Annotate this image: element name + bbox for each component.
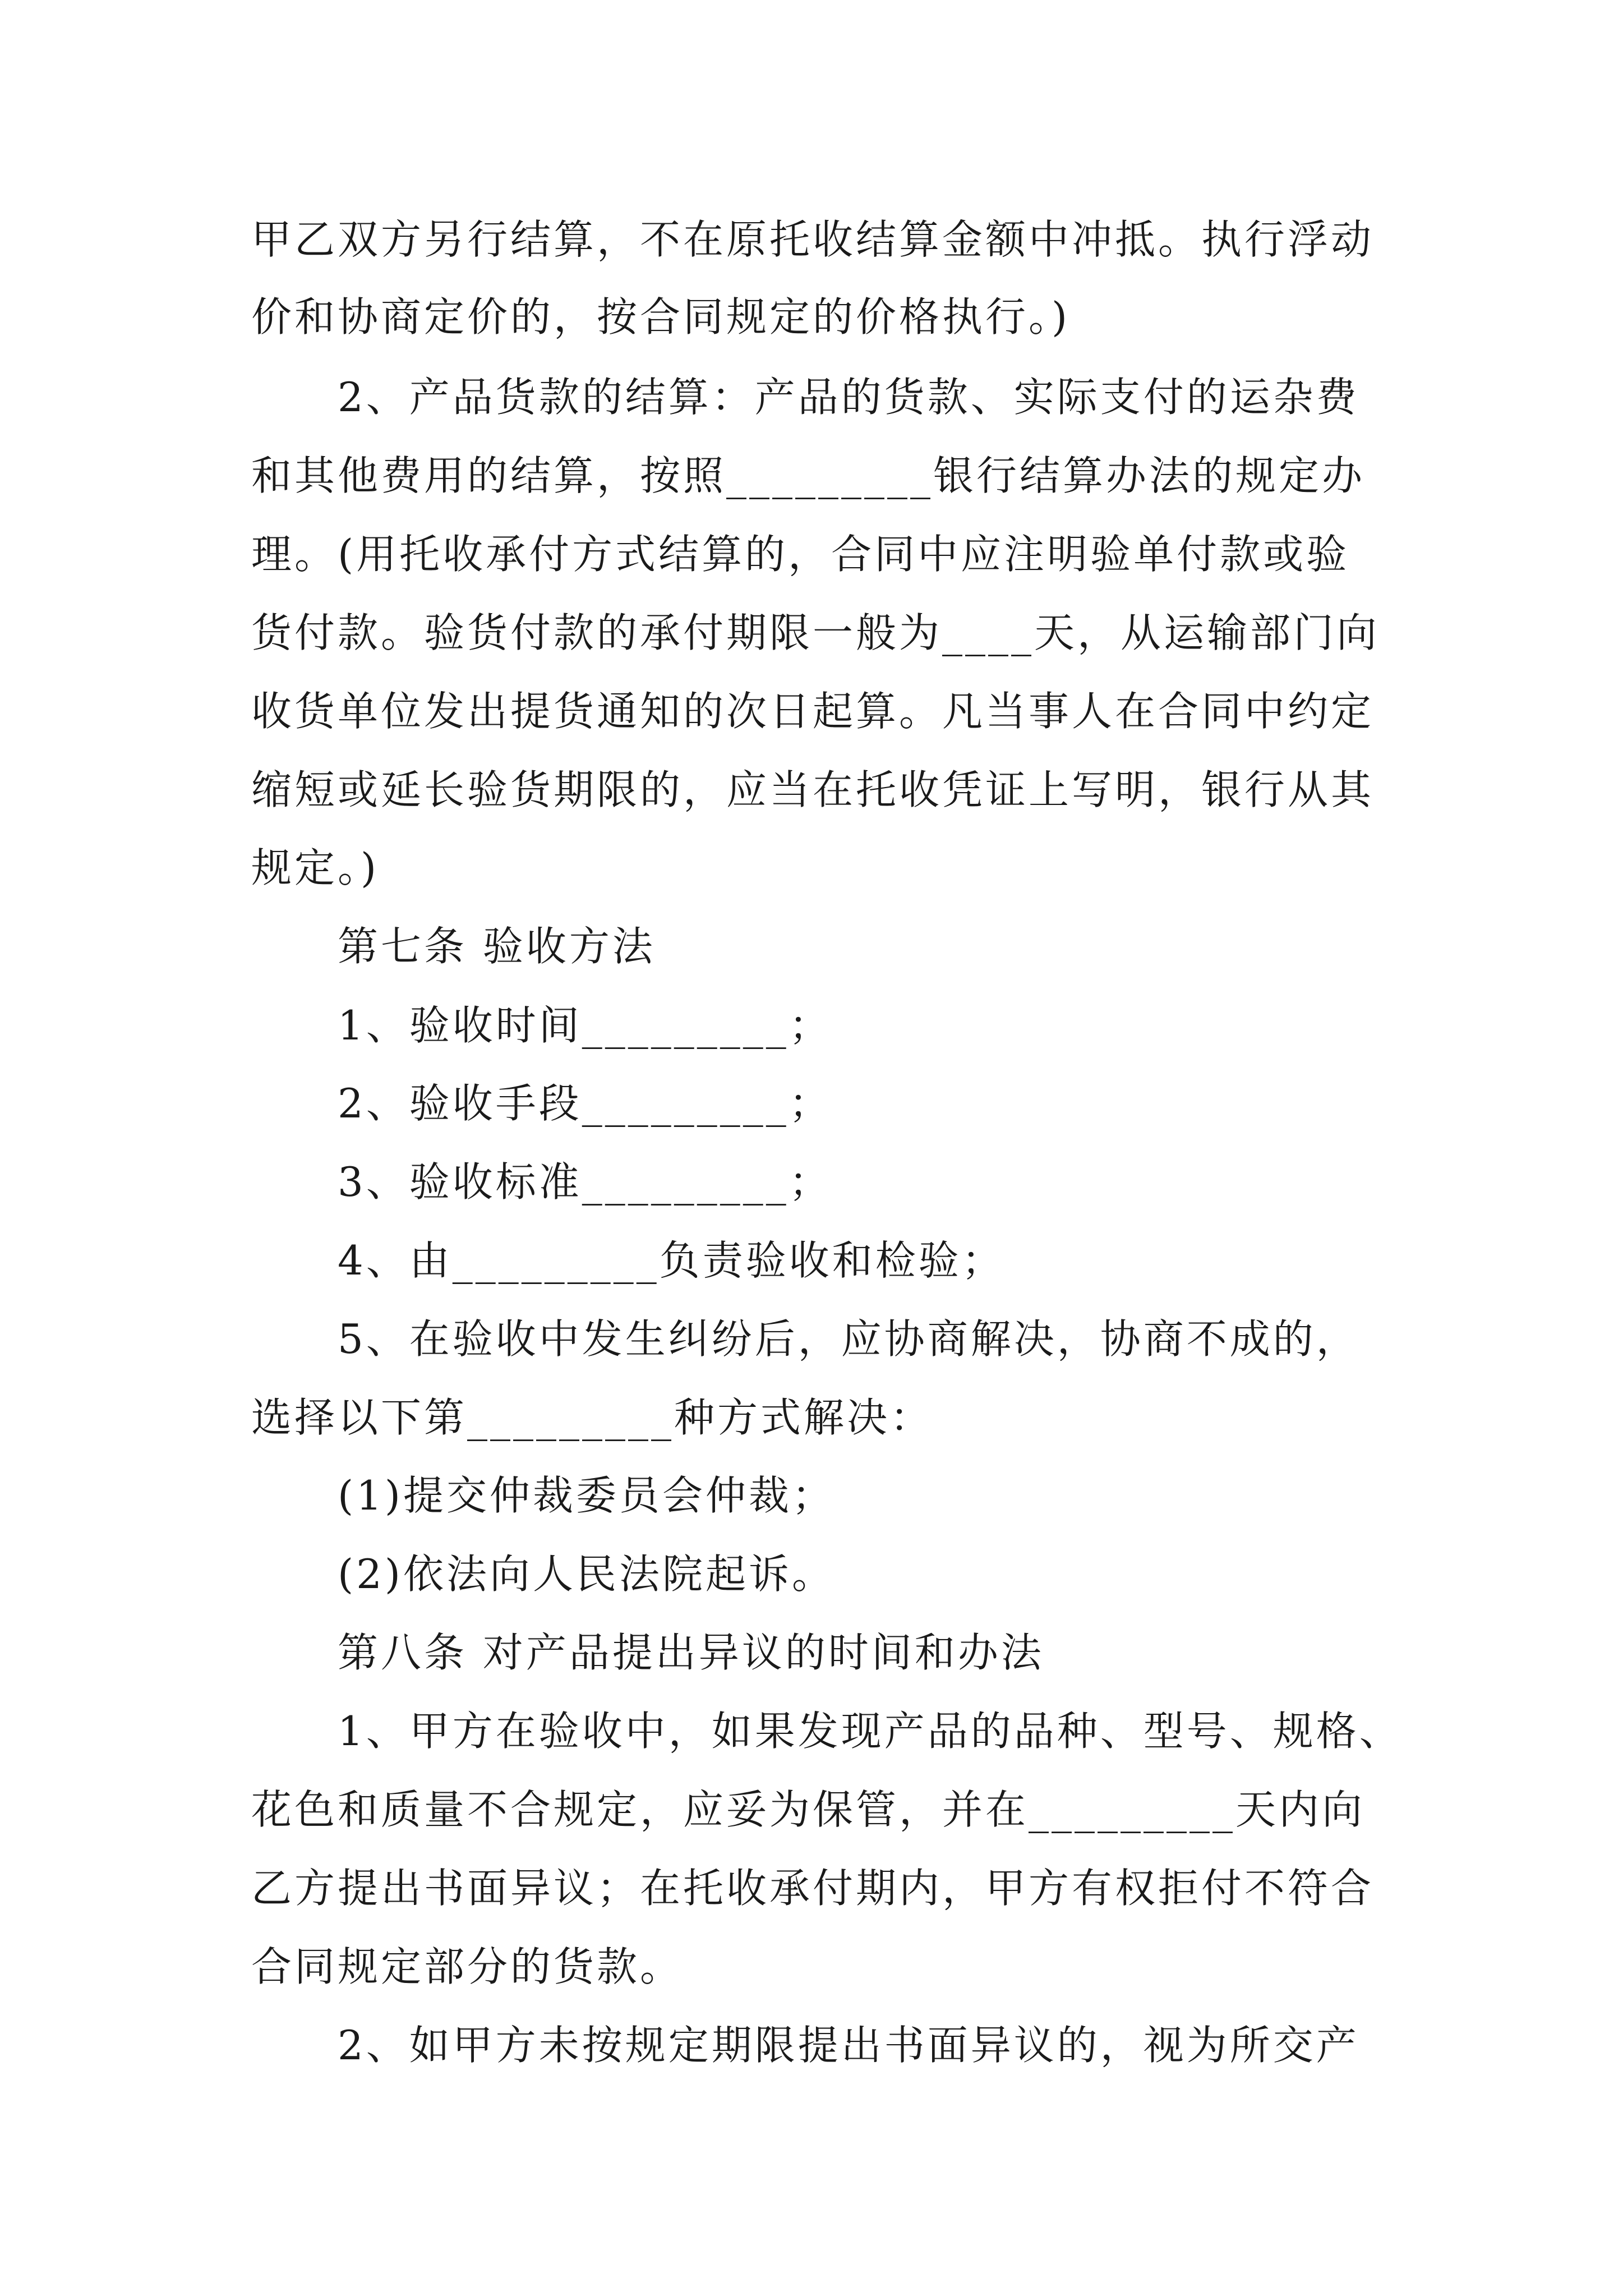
text-line: 5、在验收中发生纠纷后，应协商解决，协商不成的， bbox=[338, 1315, 1359, 1363]
text-line: 缩短或延长验货期限的，应当在托收凭证上写明，银行从其 bbox=[251, 766, 1375, 813]
text-line: 合同规定部分的货款。 bbox=[251, 1943, 684, 1990]
text-line: 3、验收标准_________； bbox=[338, 1158, 832, 1205]
text-line: (2)依法向人民法院起诉。 bbox=[338, 1550, 835, 1598]
text-line: 花色和质量不合规定，应妥为保管，并在_________天内向 bbox=[251, 1786, 1366, 1833]
text-line: 价和协商定价的，按合同规定的价格执行。) bbox=[251, 293, 1071, 341]
text-line: 收货单位发出提货通知的次日起算。凡当事人在合同中约定 bbox=[251, 688, 1375, 735]
text-line: 1、甲方在验收中，如果发现产品的品种、型号、规格、 bbox=[338, 1708, 1403, 1755]
section-heading: 第八条 对产品提出异议的时间和办法 bbox=[338, 1629, 1044, 1676]
text-line: (1)提交仲裁委员会仲裁； bbox=[338, 1472, 835, 1519]
text-line: 4、由_________负责验收和检验； bbox=[338, 1237, 1005, 1284]
text-line: 乙方提出书面异议；在托收承付期内，甲方有权拒付不符合 bbox=[251, 1865, 1375, 1912]
text-line: 选择以下第_________种方式解决： bbox=[251, 1394, 934, 1441]
text-line: 2、如甲方未按规定期限提出书面异议的，视为所交产 bbox=[338, 2022, 1359, 2069]
text-line: 货付款。验货付款的承付期限一般为____天，从运输部门向 bbox=[251, 609, 1380, 656]
text-line: 1、验收时间_________； bbox=[338, 1002, 832, 1049]
text-line: 和其他费用的结算，按照_________银行结算办法的规定办 bbox=[251, 452, 1366, 499]
text-line: 2、验收手段_________； bbox=[338, 1080, 832, 1127]
text-line: 理。(用托收承付方式结算的，合同中应注明验单付款或验 bbox=[251, 531, 1350, 578]
section-heading: 第七条 验收方法 bbox=[338, 923, 656, 970]
text-line: 规定。) bbox=[251, 844, 380, 891]
text-line: 2、产品货款的结算：产品的货款、实际支付的运杂费 bbox=[338, 374, 1359, 421]
text-line: 甲乙双方另行结算，不在原托收结算金额中冲抵。执行浮动 bbox=[251, 216, 1375, 263]
